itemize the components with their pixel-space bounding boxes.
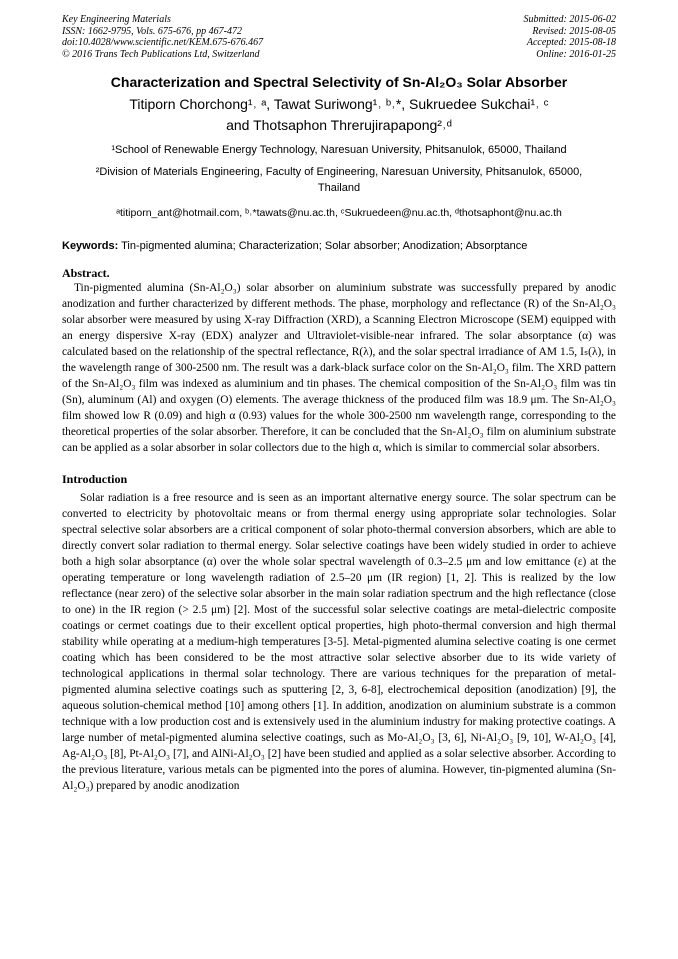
authors-line-1: Titiporn Chorchong¹˒ ᵃ, Tawat Suriwong¹˒ ᵇ˒*, Sukruedee Sukchai¹˒ ᶜ: [129, 96, 549, 112]
publication-dates: [524, 14, 617, 60]
journal-metadata: [62, 14, 616, 60]
paper-page: [62, 14, 616, 794]
authors-line-2: and Thotsaphon Threrujirapapong²˒ᵈ: [226, 117, 452, 133]
abstract-text: Tin-pigmented alumina (Sn-Al₂O₃) solar absorber on aluminium substrate was successfully prepared by anodic anodization and further characterized by different methods. The phase, morphology and reflectance (R) of the Sn-Al₂O₃ solar absorber were measured by using X-ray Diffraction (XRD), a Scanning Electron Microscope (SEM) equipped with an energy dispersive X-ray (EDX) analyzer and Ultraviolet-visible-near infrared. The solar absorptance (α) was calculated based on the relationship of the spectral reflectance, R(λ), and the solar spectral irradiance of AM 1.5, Iₛ(λ), in the wavelength range of 300-2500 nm. The result was a dark-black surface color on the Sn-Al₂O₃ film. The XRD pattern of the Sn-Al₂O₃ film was indexed as aluminium and tin phases. The chemical composition of the Sn-Al₂O₃ film was tin (Sn), aluminum (Al) and oxygen (O) elements. The average thickness of the produced film was 18.9 μm. The Sn-Al₂O₃ film showed low R (0.09) and high α (0.93) values for the whole 300-2500 nm wavelength range, corresponding to the theoretical properties of the solar absorber. Therefore, it can be concluded that the Sn-Al₂O₃ film on aluminium substrate can be applied as a solar absorber in solar collectors due to the high α, which is similar to commercial solar absorbers.: [62, 282, 616, 454]
revised-date: Revised: 2015-08-05: [532, 25, 616, 37]
affiliation-2: ²Division of Materials Engineering, Faculty of Engineering, Naresuan University, Phitsanulok, 65000, Thailand: [95, 166, 583, 194]
keywords-label: Keywords:: [62, 240, 119, 252]
online-date: Online: 2016-01-25: [536, 48, 616, 60]
keywords-line: [62, 239, 616, 253]
introduction-heading: Introduction: [62, 472, 128, 486]
affiliation-1: ¹School of Renewable Energy Technology, Naresuan University, Phitsanulok, 65000, Thailand: [111, 144, 567, 156]
issn-line: ISSN: 1662-9795, Vols. 675-676, pp 467-472: [62, 25, 242, 37]
journal-name: Key Engineering Materials: [62, 14, 171, 25]
doi-line: doi:10.4028/www.scientific.net/KEM.675-676.467: [62, 37, 264, 48]
submitted-date: Submitted: 2015-06-02: [523, 14, 616, 25]
introduction-text: Solar radiation is a free resource and is seen as an important alternative energy source. The solar spectrum can be converted to electricity by photovoltaic means or from thermal energy using appropriate solar technologies. Solar spectral selective solar absorbers are a critical component of solar photo-thermal conversion absorbers, which are able to directly convert solar radiation to thermal energy. Solar selective coatings have been widely studied in order to achieve both a high solar absorptance (α) over the whole solar spectral wavelength of 0.3–2.5 μm and low emittance (ε) at the operating temperature or long wavelength radiation of 2.5–20 μm (IR region) [1, 2]. This is realized by the low reflectance (near zero) of the selective solar absorber in the main solar radiation spectrum and the high reflectance (close to one) in the IR region (> 2.5 μm) [2]. Most of the successful solar selective coatings are metal-dielectric composite coatings or cermet coatings due to their excellent optical properties, high photo-thermal conversion and high thermal stability while operating at a medium-high temperatures [3-5]. Metal-pigmented alumina selective coating is one cermet coating which has been considered to be the most attractive solar selective absorber due to its wide variety of technological applications in thermal solar technology. There are various techniques for the preparation of metal-pigmented alumina selective coatings such as sputtering [2, 3, 6-8], electrochemical deposition (anodization) [9], the aqueous solution-chemical method [10] among others [1]. In addition, anodization on aluminium substrate is a common technique with a low production cost and is extensively used in the aluminium industry for making protective coatings. A large number of metal-pigmented alumina selective coatings, such as Mo-Al₂O₃ [3, 6], Ni-Al₂O₃ [9, 10], W-Al₂O₃ [4], Ag-Al₂O₃ [8], Pt-Al₂O₃ [7], and AlNi-Al₂O₃ [2] have been studied and applied as a solar selective absorber. According to the previous literature, various metals can be pigmented into the pores of alumina. However, tin-pigmented alumina (Sn-Al₂O₃) prepared by anodic anodization: [62, 492, 616, 792]
accepted-date: Accepted: 2015-08-18: [526, 37, 616, 48]
keywords-text: Tin-pigmented alumina; Characterization; Solar absorber; Anodization; Absorptance: [118, 240, 528, 252]
author-list: [62, 94, 616, 136]
journal-info: [62, 14, 263, 60]
author-emails: ᵃtitiporn_ant@hotmail.com, ᵇ˒*tawats@nu.ac.th, ᶜSukruedeen@nu.ac.th, ᵈthotsaphont@nu.ac.th: [116, 207, 562, 219]
paper-title: Characterization and Spectral Selectivity of Sn-Al₂O₃ Solar Absorber: [110, 74, 568, 90]
copyright-line: © 2016 Trans Tech Publications Ltd, Switzerland: [62, 48, 260, 60]
abstract-heading: Abstract.: [62, 266, 110, 280]
